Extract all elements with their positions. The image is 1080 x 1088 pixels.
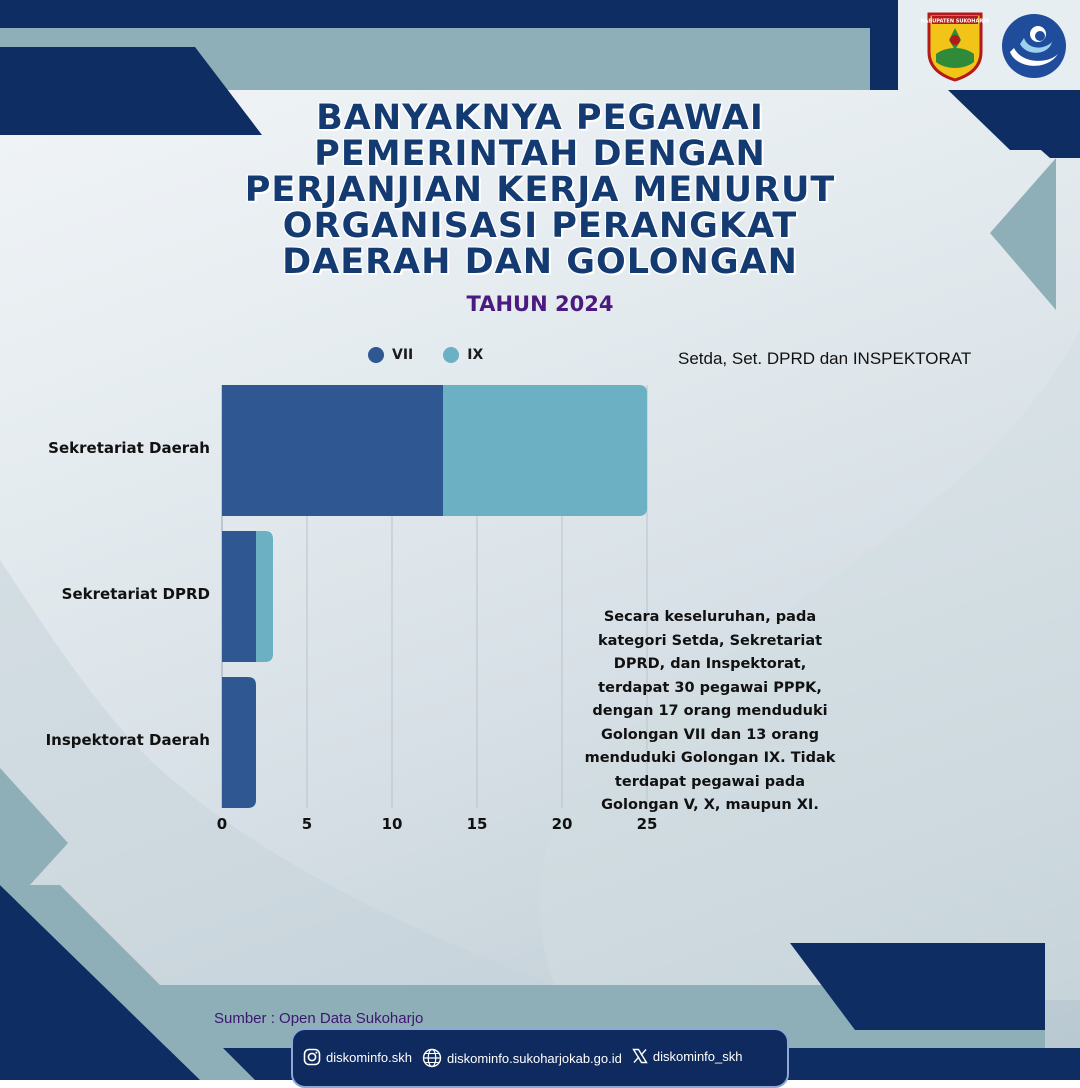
website-url: diskominfo.sukoharjokab.go.id	[446, 1050, 622, 1066]
svg-text:KABUPATEN SUKOHARJO: KABUPATEN SUKOHARJO	[920, 18, 990, 25]
footer-x[interactable]	[632, 1048, 743, 1064]
x-handle: diskominfo_skh	[652, 1048, 743, 1064]
summary-text: Secara keseluruhan, pada kategori Setda, Sekretariat DPRD, dan Inspektorat, terdapat 30 pegawai PPPK, dengan 17 orang menduduki Golongan VII dan 13 orang menduduki Golongan IX. Tidak terdapat pegawai pada Golongan V, X, maupun XI.	[584, 609, 836, 813]
bar-vii-sekretariat-daerah	[222, 385, 443, 516]
category-label-sekretariat-daerah: Sekretariat Daerah	[48, 439, 210, 457]
x-tick-label: 15	[466, 815, 488, 833]
legend-label-vii: VII	[392, 347, 414, 363]
instagram-handle: diskominfo.skh	[326, 1049, 412, 1065]
category-label-inspektorat-daerah: Inspektorat Daerah	[45, 731, 210, 749]
instagram-icon	[303, 1048, 321, 1066]
x-logo-icon	[632, 1048, 648, 1064]
x-tick-label: 25	[636, 815, 658, 833]
x-tick-label: 20	[551, 815, 573, 833]
footer-website[interactable]	[422, 1048, 622, 1068]
x-tick-label: 5	[301, 815, 313, 833]
bar-ix-sekretariat-daerah	[443, 385, 647, 516]
infographic-title: BANYAKNYA PEGAWAI PEMERINTAH DENGAN PERJANJIAN KERJA MENURUT ORGANISASI PERANGKAT DAERAH DAN GOLONGAN	[244, 98, 836, 282]
source-note: Sumber : Open Data Sukoharjo	[214, 1010, 424, 1027]
footer-instagram[interactable]	[303, 1048, 412, 1066]
x-tick-label: 0	[216, 815, 228, 833]
social-footer	[291, 1028, 789, 1088]
bar-vii-inspektorat-daerah	[222, 677, 256, 808]
globe-icon	[422, 1048, 442, 1068]
bar-vii-sekretariat-dprd	[222, 531, 256, 662]
year-label: TAHUN 2024	[466, 292, 614, 316]
bar-ix-sekretariat-dprd	[256, 531, 273, 662]
chart-subtitle: Setda, Set. DPRD dan INSPEKTORAT	[678, 349, 972, 368]
x-tick-label: 10	[381, 815, 403, 833]
legend-label-ix: IX	[467, 347, 484, 363]
category-label-sekretariat-dprd: Sekretariat DPRD	[61, 585, 210, 603]
